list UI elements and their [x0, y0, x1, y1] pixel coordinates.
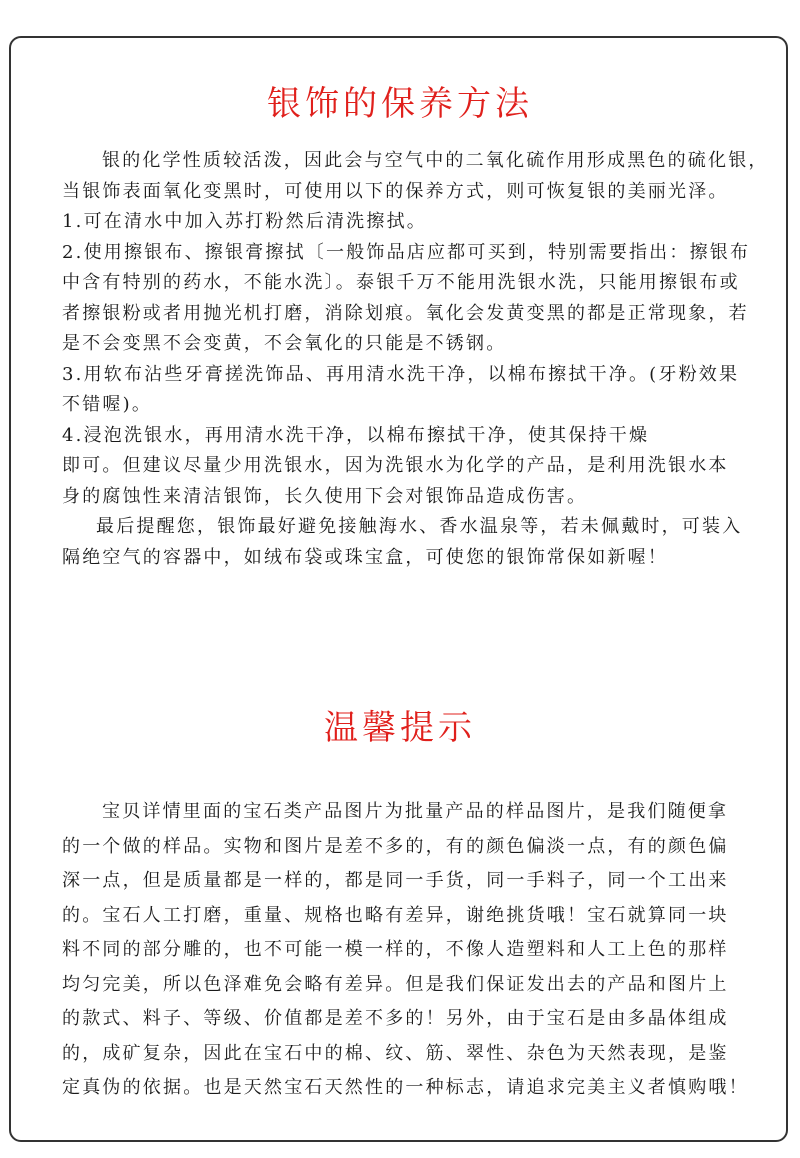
silver-care-text: [62, 146, 769, 573]
text-line: 深一点，但是质量都是一样的，都是同一手货，同一手料子，同一个工出来: [62, 870, 729, 891]
text-line: 1.可在清水中加入苏打粉然后清洗擦拭。: [62, 211, 427, 232]
text-line: 隔绝空气的容器中，如绒布袋或珠宝盒，可使您的银饰常保如新喔！: [62, 546, 668, 568]
section-title-warm-tips: 温馨提示: [324, 708, 476, 748]
text-line: 中含有特别的药水，不能水洗〕。泰银千万不能用洗银水洗，只能用擦银布或: [62, 272, 740, 293]
text-line: 均匀完美，所以色泽难免会略有差异。但是我们保证发出去的产品和图片上: [62, 973, 729, 995]
text-line: 的一个做的样品。实物和图片是差不多的，有的颜色偏淡一点，有的颜色偏: [62, 835, 729, 857]
text-line: 是不会变黑不会变黄，不会氧化的只能是不锈钢。: [62, 333, 507, 354]
text-line: 的款式、料子、等级、价值都是差不多的！另外，由于宝石是由多晶体组成: [62, 1008, 729, 1029]
text-line: 的，成矿复杂，因此在宝石中的棉、纹、筋、翠性、杂色为天然表现，是鉴: [62, 1042, 729, 1064]
text-line: 的。宝石人工打磨，重量、规格也略有差异，谢绝挑货哦！宝石就算同一块: [62, 904, 729, 926]
text-line: 身的腐蚀性来清洁银饰，长久使用下会对银饰品造成伤害。: [62, 485, 588, 507]
text-line: 最后提醒您，银饰最好避免接触海水、香水温泉等，若未佩戴时，可装入: [96, 516, 743, 537]
text-line: 3.用软布沾些牙膏搓洗饰品、再用清水洗干净，以棉布擦拭干净。(牙粉效果: [62, 363, 740, 385]
text-line: 定真伪的依据。也是天然宝石天然性的一种标志，请追求完美主义者慎购哦！: [62, 1077, 749, 1098]
text-line: 不错喔)。: [62, 394, 153, 415]
text-line: 料不同的部分雕的，也不可能一模一样的，不像人造塑料和人工上色的那样: [62, 939, 729, 960]
text-line: 4.浸泡洗银水，再用清水洗干净，以棉布擦拭干净，使其保持干燥: [62, 424, 650, 446]
section-title-silver-care: 银饰的保养方法: [267, 84, 533, 124]
text-line: 者擦银粉或者用抛光机打磨，消除划痕。氧化会发黄变黑的都是正常现象，若: [62, 302, 749, 324]
text-line: 银的化学性质较活泼，因此会与空气中的二氧化硫作用形成黑色的硫化银，: [102, 150, 769, 171]
text-line: 即可。但建议尽量少用洗银水，因为洗银水为化学的产品，是利用洗银水本: [62, 455, 729, 476]
text-line: 当银饰表面氧化变黑时，可使用以下的保养方式，则可恢复银的美丽光泽。: [62, 180, 729, 202]
warm-tips-text: [62, 795, 762, 1106]
text-line: 2.使用擦银布、擦银膏擦拭〔一般饰品店应都可买到，特别需要指出：擦银布: [62, 241, 751, 263]
text-line: 宝贝详情里面的宝石类产品图片为批量产品的样品图片，是我们随便拿: [102, 801, 729, 822]
